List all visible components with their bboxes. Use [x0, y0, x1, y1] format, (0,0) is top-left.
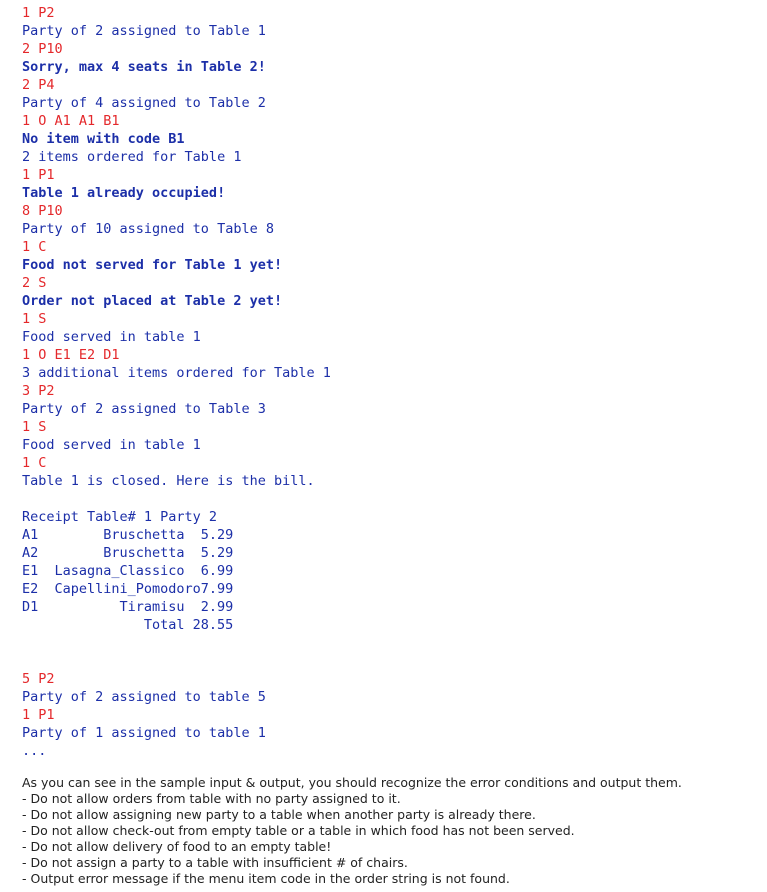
notes-intro: As you can see in the sample input & output, you should recognize the error conditions and output them.	[22, 775, 682, 790]
receipt-row	[22, 562, 331, 580]
receipt-item-code: A2	[22, 545, 39, 561]
console-lines-after	[22, 670, 331, 760]
blank-line	[22, 490, 331, 508]
output-line: Party of 2 assigned to Table 1	[22, 23, 266, 39]
blank-line	[22, 652, 331, 670]
receipt-total-row	[22, 616, 331, 634]
error-line: Order not placed at Table 2 yet!	[22, 293, 283, 309]
output-line: Party of 2 assigned to table 5	[22, 689, 266, 705]
input-line: 1 P1	[22, 167, 55, 183]
receipt-row	[22, 580, 331, 598]
receipt-item-price: 7.99	[200, 581, 234, 597]
notes-bullet: - Do not allow assigning new party to a table when another party is already there.	[22, 807, 536, 822]
receipt-item-name: Bruschetta	[103, 527, 185, 543]
blank-line	[22, 634, 331, 652]
input-line: 1 O A1 A1 B1	[22, 113, 120, 129]
receipt-total-value: 28.55	[192, 617, 234, 633]
output-line: Party of 2 assigned to Table 3	[22, 401, 266, 417]
output-line: Party of 1 assigned to table 1	[22, 725, 266, 741]
output-line: 2 items ordered for Table 1	[22, 149, 242, 165]
input-line: 5 P2	[22, 671, 55, 687]
receipt-item-name: Capellini_Pomodoro	[54, 581, 201, 597]
receipt-item-price: 5.29	[200, 527, 234, 543]
receipt-item-code: D1	[22, 599, 39, 615]
receipt-item-name: Tiramisu	[119, 599, 185, 615]
notes-bullet: - Do not allow delivery of food to an empty table!	[22, 839, 332, 854]
output-line: 3 additional items ordered for Table 1	[22, 365, 331, 381]
console-output	[22, 4, 331, 760]
output-line: Party of 4 assigned to Table 2	[22, 95, 266, 111]
input-line: 3 P2	[22, 383, 55, 399]
receipt-item-price: 5.29	[200, 545, 234, 561]
input-line: 1 P2	[22, 5, 55, 21]
instructions-notes	[22, 775, 682, 887]
receipt-item-price: 2.99	[200, 599, 234, 615]
output-line: Food served in table 1	[22, 437, 201, 453]
receipt-items	[22, 526, 331, 616]
input-line: 1 P1	[22, 707, 55, 723]
receipt-item-code: A1	[22, 527, 39, 543]
output-line: Table 1 is closed. Here is the bill.	[22, 473, 315, 489]
input-line: 2 S	[22, 275, 47, 291]
receipt-total-label: Total	[143, 617, 185, 633]
receipt-item-name: Bruschetta	[103, 545, 185, 561]
receipt-item-price: 6.99	[200, 563, 234, 579]
input-line: 2 P10	[22, 41, 63, 57]
input-line: 2 P4	[22, 77, 55, 93]
notes-bullet: - Output error message if the menu item code in the order string is not found.	[22, 871, 510, 886]
output-line: Party of 10 assigned to Table 8	[22, 221, 274, 237]
input-line: 8 P10	[22, 203, 63, 219]
input-line: 1 C	[22, 239, 47, 255]
receipt-row	[22, 526, 331, 544]
notes-bullet: - Do not allow orders from table with no party assigned to it.	[22, 791, 401, 806]
console-lines	[22, 4, 331, 490]
error-line: Sorry, max 4 seats in Table 2!	[22, 59, 266, 75]
input-line: 1 S	[22, 419, 47, 435]
input-line: 1 C	[22, 455, 47, 471]
notes-bullet: - Do not allow check-out from empty table or a table in which food has not been served.	[22, 823, 575, 838]
receipt-row	[22, 544, 331, 562]
error-line: No item with code B1	[22, 131, 185, 147]
receipt-item-code: E1	[22, 563, 39, 579]
receipt-item-name: Lasagna_Classico	[54, 563, 185, 579]
input-line: 1 O E1 E2 D1	[22, 347, 120, 363]
error-line: Table 1 already occupied!	[22, 185, 226, 201]
error-line: Food not served for Table 1 yet!	[22, 257, 283, 273]
receipt-row	[22, 598, 331, 616]
output-line: ...	[22, 743, 47, 759]
receipt-header: Receipt Table# 1 Party 2	[22, 509, 218, 525]
output-line: Food served in table 1	[22, 329, 201, 345]
receipt-item-code: E2	[22, 581, 39, 597]
notes-bullet: - Do not assign a party to a table with insufficient # of chairs.	[22, 855, 408, 870]
input-line: 1 S	[22, 311, 47, 327]
